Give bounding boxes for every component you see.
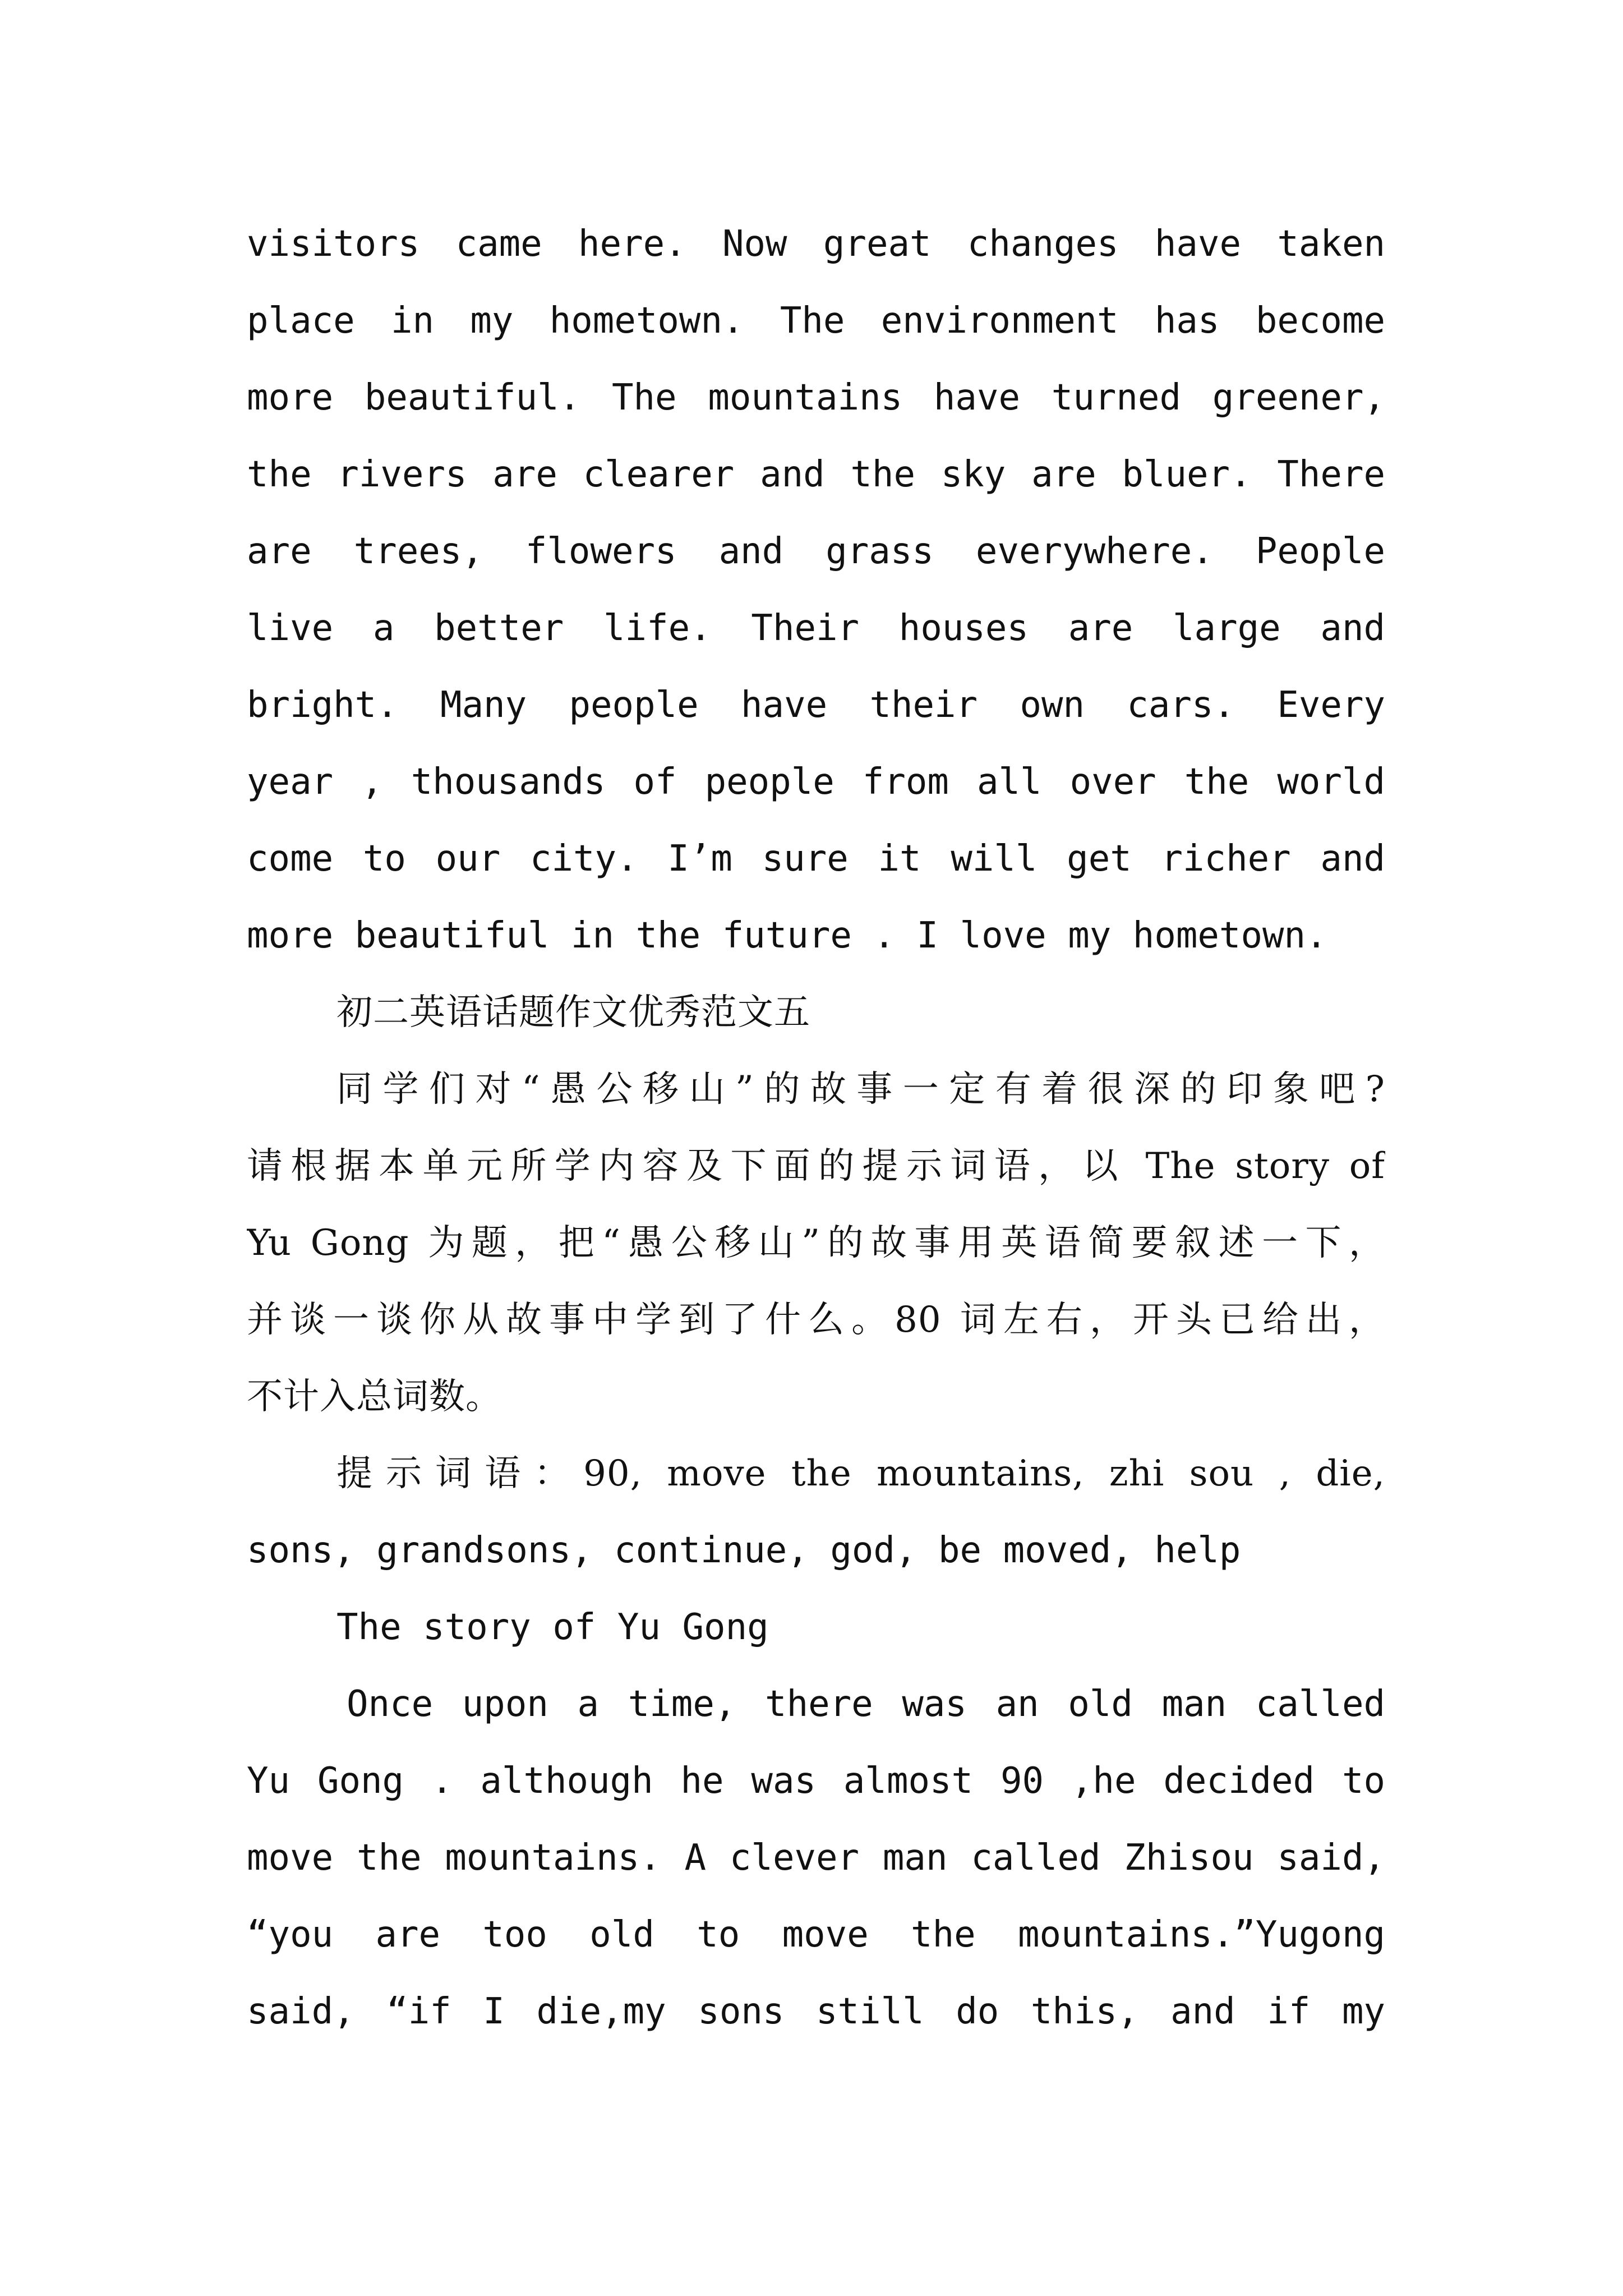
text-line: Yu Gong 为题，把“愚公移山”的故事用英语简要叙述一下， xyxy=(247,1222,1385,1264)
essay-title: The story of Yu Gong xyxy=(336,1607,769,1648)
text-line: bright. Many people have their own cars. Every xyxy=(247,684,1385,726)
text-line: more beautiful in the future . I love my hometown. xyxy=(247,915,1327,956)
section-heading: 初二英语话题作文优秀范文五 xyxy=(336,992,810,1033)
text-line: “you are too old to move the mountains.”Yugong xyxy=(247,1914,1385,1955)
text-line: Yu Gong . although he was almost 90 ,he decided to xyxy=(247,1760,1385,1802)
text-line: 并谈一谈你从故事中学到了什么。80 词左右，开头已给出， xyxy=(247,1299,1385,1341)
text-line: 不计入总词数。 xyxy=(247,1376,502,1418)
text-line: 提示词语：90, move the mountains, zhi sou , die, xyxy=(336,1453,1385,1494)
text-line: 同学们对“愚公移山”的故事一定有着很深的印象吧? xyxy=(336,1069,1385,1110)
text-line: move the mountains. A clever man called Zhisou said, xyxy=(247,1837,1385,1879)
text-line: come to our city. I’m sure it will get richer and xyxy=(247,838,1385,880)
text-line: sons, grandsons, continue, god, be moved, help xyxy=(247,1530,1241,1571)
text-line: are trees, flowers and grass everywhere. People xyxy=(247,531,1385,572)
text-line: said, “if I die,my sons still do this, and if my xyxy=(247,1991,1385,2032)
text-line: visitors came here. Now great changes have taken xyxy=(247,223,1385,265)
text-line: the rivers are clearer and the sky are bluer. There xyxy=(247,454,1385,495)
text-line: year , thousands of people from all over the world xyxy=(247,761,1385,803)
text-line: more beautiful. The mountains have turned greener, xyxy=(247,377,1385,418)
text-line: Once upon a time, there was an old man called xyxy=(347,1683,1385,1725)
text-line: live a better life. Their houses are large and xyxy=(247,608,1385,649)
text-line: place in my hometown. The environment has become xyxy=(247,300,1385,342)
text-line: 请根据本单元所学内容及下面的提示词语，以 The story of xyxy=(247,1145,1385,1187)
